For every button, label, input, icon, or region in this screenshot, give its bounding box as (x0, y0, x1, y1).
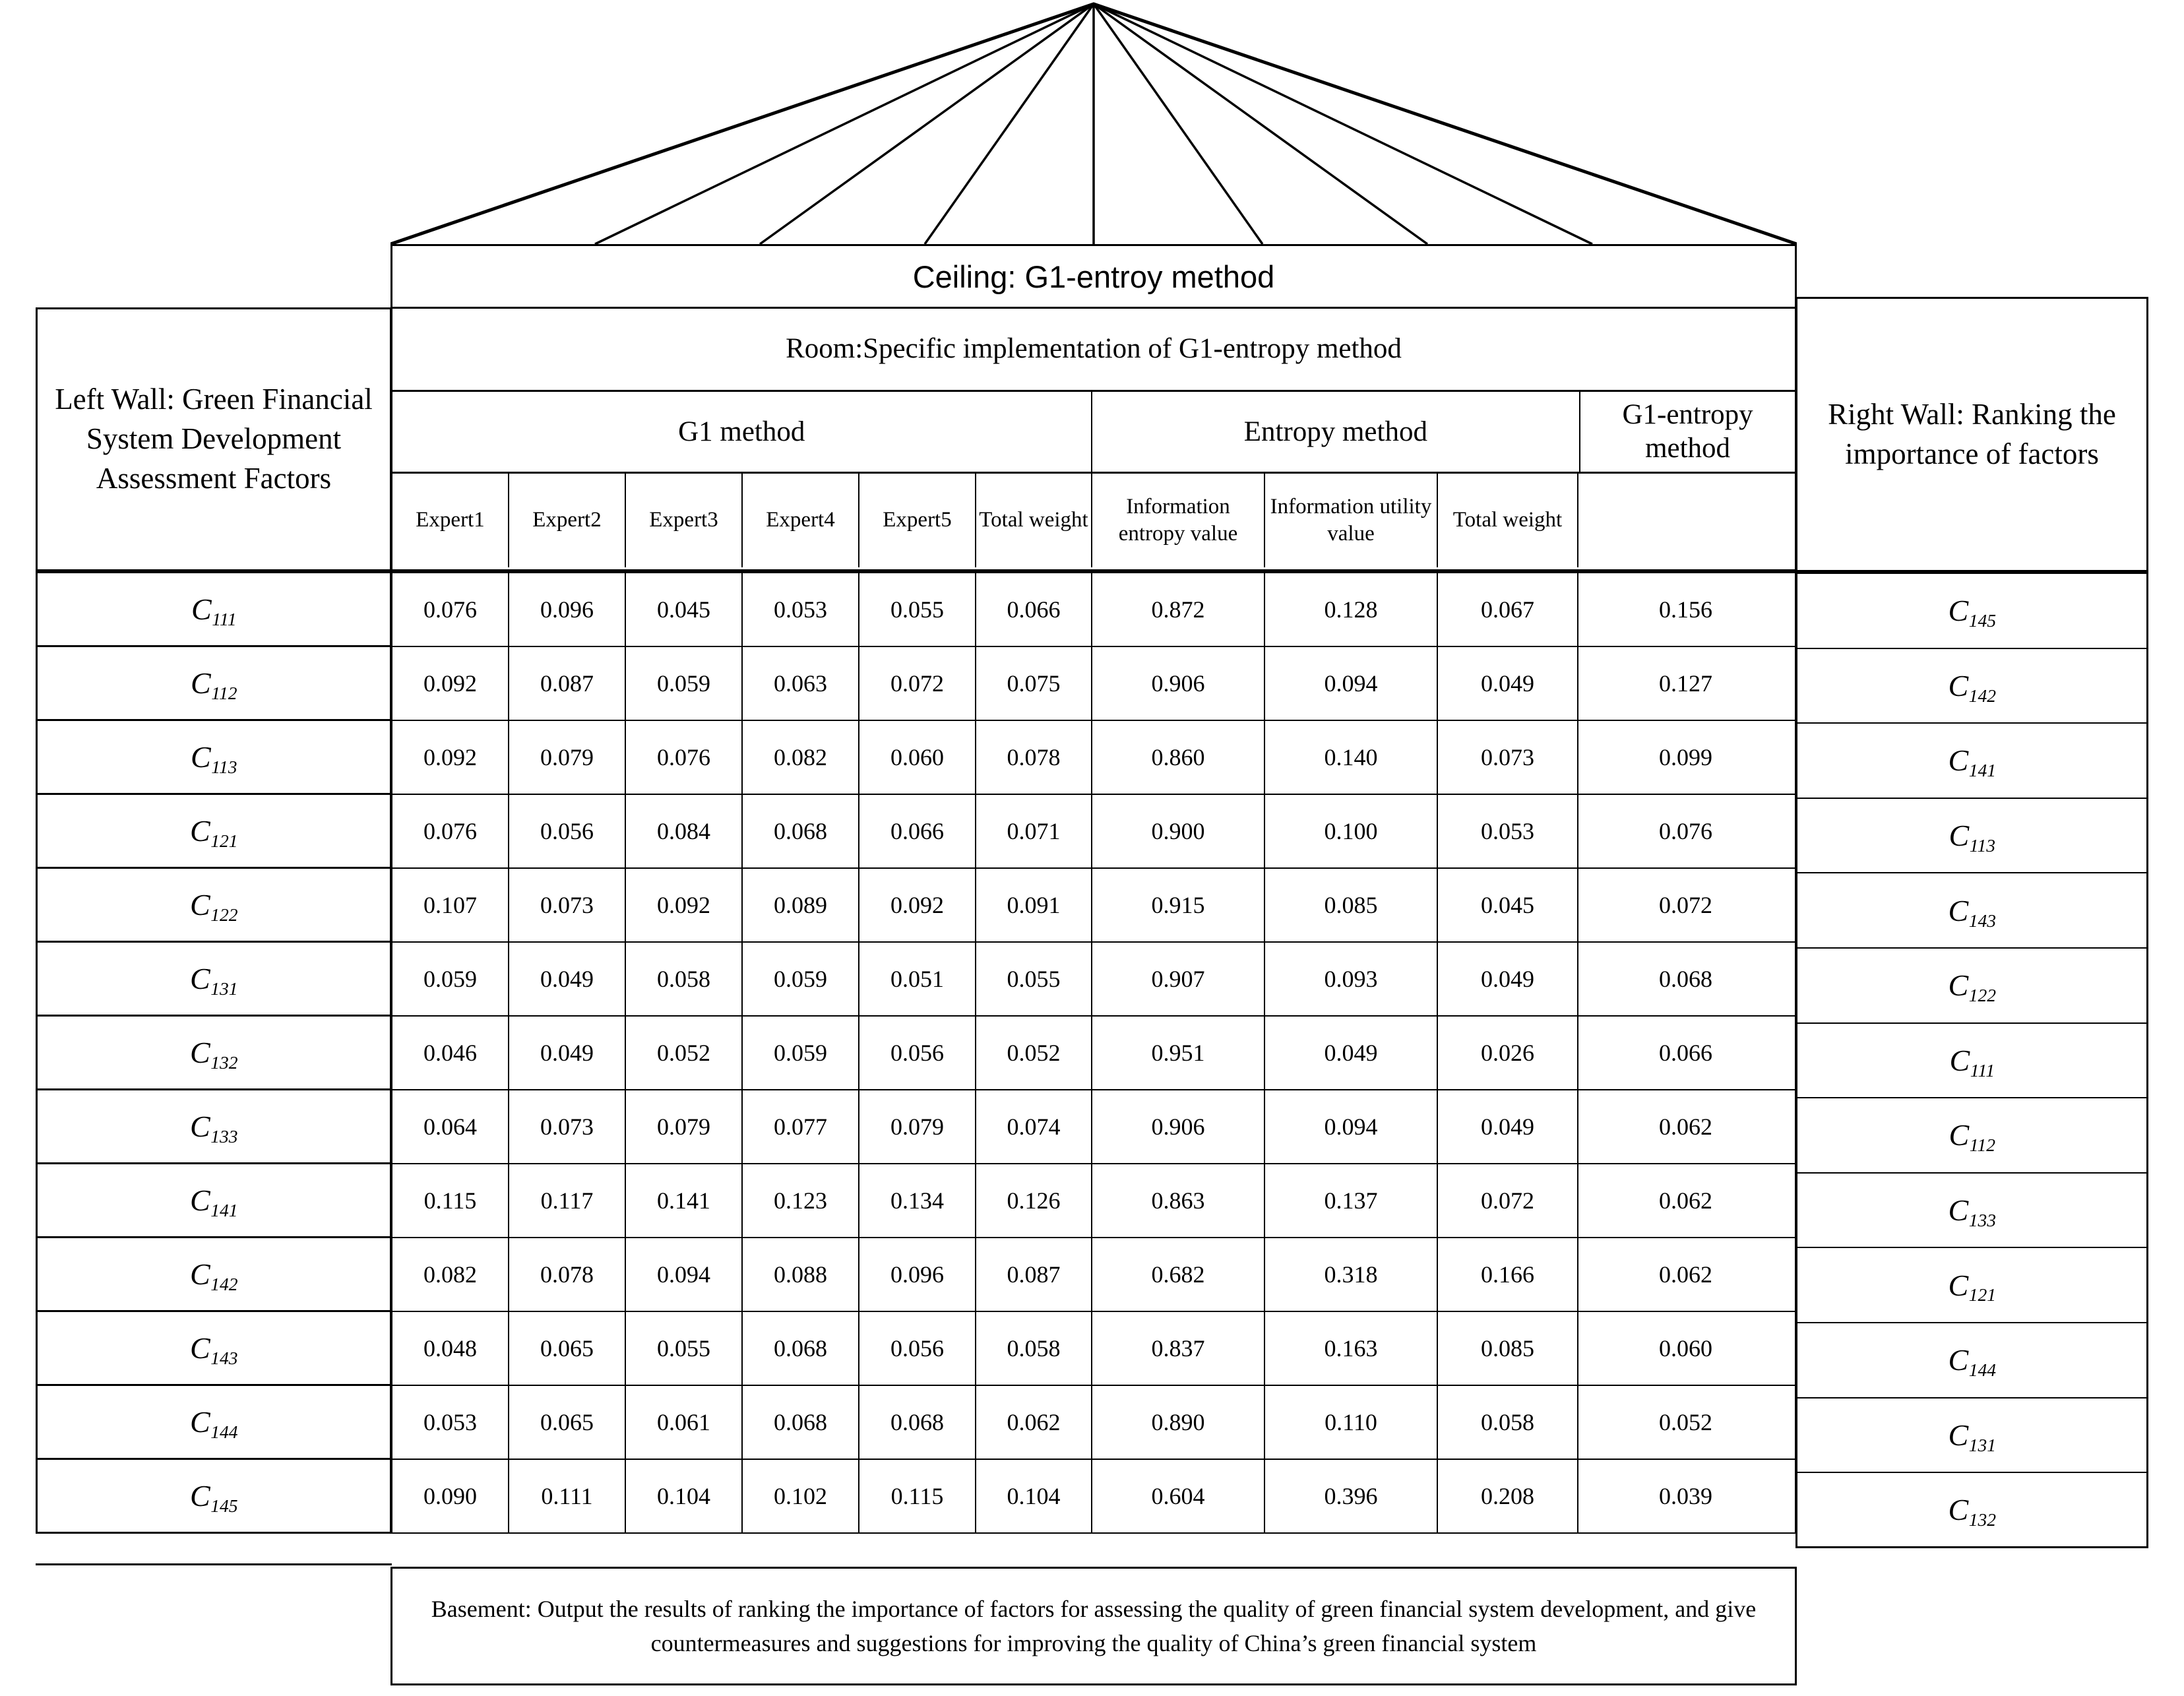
factor-label: $C_{143}$ (189, 1331, 238, 1368)
ranking-cell (1797, 574, 2146, 649)
ranking-cell (1797, 873, 2146, 949)
cell-expert2: 0.049 (509, 943, 626, 1015)
cell-expert4: 0.088 (743, 1238, 859, 1311)
cell-information-entropy-value: 0.915 (1092, 869, 1265, 941)
factor-label: $C_{144}$ (189, 1405, 238, 1442)
cell-information-entropy-value: 0.604 (1092, 1460, 1265, 1532)
data-grid (390, 571, 1797, 1534)
cell-expert2: 0.111 (509, 1460, 626, 1532)
cell-expert1: 0.115 (392, 1164, 509, 1237)
cell-information-entropy-value: 0.837 (1092, 1312, 1265, 1385)
table-row (392, 795, 1795, 869)
column-subheader-row (392, 474, 1795, 567)
cell-expert5: 0.066 (859, 795, 976, 867)
cell-expert1: 0.059 (392, 943, 509, 1015)
column-header-g1-entropy-spacer (1578, 474, 1793, 567)
cell-expert2: 0.087 (509, 647, 626, 720)
cell-g1-entropy-method: 0.062 (1659, 1261, 1712, 1288)
factor-label: $C_{111}$ (191, 592, 237, 629)
cell-expert5: 0.134 (859, 1164, 976, 1237)
factor-cell (38, 1312, 390, 1386)
cell-expert3: 0.092 (626, 869, 743, 941)
factor-label: $C_{144}$ (1948, 1343, 1997, 1381)
factor-label: $C_{145}$ (1948, 594, 1997, 631)
factor-label: $C_{122}$ (189, 888, 238, 925)
factor-label: $C_{141}$ (189, 1183, 238, 1220)
factor-cell (38, 943, 390, 1017)
cell-expert2: 0.078 (509, 1238, 626, 1311)
cell-expert3: 0.055 (626, 1312, 743, 1385)
cell-expert4: 0.068 (743, 795, 859, 867)
cell-expert5: 0.079 (859, 1090, 976, 1163)
factor-cell (38, 721, 390, 795)
cell-expert4: 0.053 (743, 573, 859, 646)
cell-expert4: 0.089 (743, 869, 859, 941)
cell-expert2: 0.079 (509, 721, 626, 794)
right-wall-label: Right Wall: Ranking the importance of factors (1828, 398, 2116, 470)
cell-g1-entropy-method: 0.062 (1659, 1114, 1712, 1140)
cell-expert3: 0.045 (626, 573, 743, 646)
cell-expert5: 0.072 (859, 647, 976, 720)
factor-cell (38, 1090, 390, 1164)
cell-expert1: 0.107 (392, 869, 509, 941)
cell-expert1: 0.090 (392, 1460, 509, 1532)
cell-entropy-total-weight: 0.049 (1438, 647, 1578, 720)
cell-expert3: 0.052 (626, 1017, 743, 1089)
cell-information-entropy-value: 0.860 (1092, 721, 1265, 794)
factor-cell (38, 1238, 390, 1312)
cell-expert2: 0.065 (509, 1312, 626, 1385)
cell-expert2: 0.117 (509, 1164, 626, 1237)
cell-expert3: 0.094 (626, 1238, 743, 1311)
cell-g1-entropy-method: 0.062 (1659, 1187, 1712, 1214)
column-header-g1-total-weight: Total weight (976, 474, 1092, 567)
factor-label: $C_{113}$ (1949, 819, 1996, 856)
factor-label: $C_{145}$ (189, 1479, 238, 1516)
cell-g1-total-weight: 0.066 (976, 573, 1092, 646)
cell-expert3: 0.076 (626, 721, 743, 794)
factor-cell (38, 573, 390, 647)
factor-cell (38, 795, 390, 869)
left-wall-label: Left Wall: Green Financial System Development Assessment Factors (55, 383, 373, 495)
ranking-cell (1797, 949, 2146, 1024)
cell-entropy-total-weight: 0.085 (1438, 1312, 1578, 1385)
cell-g1-total-weight: 0.071 (976, 795, 1092, 867)
cell-expert5: 0.051 (859, 943, 976, 1015)
cell-information-utility-value: 0.128 (1265, 573, 1438, 646)
cell-g1-total-weight: 0.058 (976, 1312, 1092, 1385)
cell-expert2: 0.049 (509, 1017, 626, 1089)
ranking-cell (1797, 1323, 2146, 1398)
table-row (392, 647, 1795, 721)
factor-label: $C_{113}$ (190, 740, 237, 777)
cell-expert1: 0.046 (392, 1017, 509, 1089)
cell-g1-total-weight: 0.074 (976, 1090, 1092, 1163)
factor-label: $C_{142}$ (189, 1257, 238, 1294)
cell-information-entropy-value: 0.682 (1092, 1238, 1265, 1311)
factor-label: $C_{131}$ (1948, 1418, 1997, 1455)
cell-expert2: 0.073 (509, 1090, 626, 1163)
cell-information-utility-value: 0.137 (1265, 1164, 1438, 1237)
ranking-cell (1797, 1098, 2146, 1174)
cell-g1-entropy-method: 0.072 (1659, 892, 1712, 918)
cell-g1-entropy-method: 0.076 (1659, 818, 1712, 844)
cell-expert2: 0.096 (509, 573, 626, 646)
cell-information-entropy-value: 0.906 (1092, 647, 1265, 720)
ranking-cell (1797, 649, 2146, 724)
cell-entropy-total-weight: 0.026 (1438, 1017, 1578, 1089)
cell-expert5: 0.096 (859, 1238, 976, 1311)
factor-label: $C_{112}$ (1949, 1118, 1996, 1156)
cell-expert2: 0.056 (509, 795, 626, 867)
cell-expert1: 0.082 (392, 1238, 509, 1311)
cell-information-utility-value: 0.093 (1265, 943, 1438, 1015)
column-header-expert3: Expert3 (626, 474, 743, 567)
cell-g1-entropy-method: 0.066 (1659, 1040, 1712, 1066)
cell-expert1: 0.076 (392, 573, 509, 646)
column-header-expert5: Expert5 (859, 474, 976, 567)
table-row (392, 943, 1795, 1017)
ceiling-band (390, 244, 1797, 309)
table-row (392, 1386, 1795, 1460)
table-row (392, 869, 1795, 943)
ceiling-label: Ceiling: G1-entroy method (912, 259, 1275, 294)
cell-entropy-total-weight: 0.073 (1438, 721, 1578, 794)
cell-information-utility-value: 0.318 (1265, 1238, 1438, 1311)
cell-expert1: 0.064 (392, 1090, 509, 1163)
cell-expert4: 0.059 (743, 943, 859, 1015)
basement-band (390, 1567, 1797, 1685)
factor-label: $C_{133}$ (1948, 1193, 1997, 1230)
cell-g1-total-weight: 0.075 (976, 647, 1092, 720)
cell-g1-total-weight: 0.087 (976, 1238, 1092, 1311)
ranking-column (1795, 572, 2148, 1548)
cell-information-utility-value: 0.163 (1265, 1312, 1438, 1385)
cell-entropy-total-weight: 0.049 (1438, 1090, 1578, 1163)
column-header-expert2: Expert2 (509, 474, 626, 567)
cell-expert3: 0.084 (626, 795, 743, 867)
cell-expert3: 0.061 (626, 1386, 743, 1459)
column-header-expert4: Expert4 (743, 474, 859, 567)
ranking-cell (1797, 1248, 2146, 1323)
factor-label: $C_{132}$ (1948, 1492, 1997, 1530)
cell-expert3: 0.058 (626, 943, 743, 1015)
cell-expert5: 0.056 (859, 1017, 976, 1089)
cell-g1-entropy-method: 0.127 (1659, 670, 1712, 697)
cell-expert3: 0.059 (626, 647, 743, 720)
cell-entropy-total-weight: 0.166 (1438, 1238, 1578, 1311)
cell-information-entropy-value: 0.906 (1092, 1090, 1265, 1163)
table-row (392, 573, 1795, 647)
factor-label: $C_{142}$ (1948, 668, 1997, 706)
factor-cell (38, 869, 390, 943)
method-group-header-row (392, 392, 1795, 474)
basement-label: Basement: Output the results of ranking the importance of factors for assessing the quality of green financial system development, and give countermeasures and suggestions for improving the quality of China’s green financial system (431, 1595, 1757, 1656)
factor-label: $C_{141}$ (1948, 743, 1997, 781)
cell-information-utility-value: 0.396 (1265, 1460, 1438, 1532)
cell-g1-total-weight: 0.104 (976, 1460, 1092, 1532)
ranking-cell (1797, 1174, 2146, 1249)
right-wall-header (1795, 297, 2148, 572)
factor-label: $C_{143}$ (1948, 893, 1997, 931)
cell-g1-total-weight: 0.126 (976, 1164, 1092, 1237)
cell-entropy-total-weight: 0.058 (1438, 1386, 1578, 1459)
room-title: Room:Specific implementation of G1-entropy method (392, 307, 1795, 392)
cell-expert3: 0.079 (626, 1090, 743, 1163)
table-row (392, 1017, 1795, 1090)
ranking-cell (1797, 1398, 2146, 1474)
ranking-cell (1797, 1473, 2146, 1548)
table-row (392, 1312, 1795, 1386)
left-wall-header (36, 307, 392, 571)
cell-g1-entropy-method: 0.099 (1659, 744, 1712, 770)
cell-expert1: 0.092 (392, 647, 509, 720)
cell-entropy-total-weight: 0.049 (1438, 943, 1578, 1015)
cell-expert4: 0.082 (743, 721, 859, 794)
cell-g1-entropy-method: 0.052 (1659, 1409, 1712, 1435)
table-row (392, 1164, 1795, 1238)
factor-label: $C_{132}$ (189, 1036, 238, 1073)
cell-information-utility-value: 0.110 (1265, 1386, 1438, 1459)
cell-expert1: 0.048 (392, 1312, 509, 1385)
cell-information-entropy-value: 0.890 (1092, 1386, 1265, 1459)
method-group-g1-entropy: G1-entropy method (1622, 398, 1753, 464)
cell-entropy-total-weight: 0.067 (1438, 573, 1578, 646)
cell-g1-total-weight: 0.052 (976, 1017, 1092, 1089)
room-header-block (390, 307, 1797, 571)
factor-cell (38, 1386, 390, 1460)
cell-expert5: 0.055 (859, 573, 976, 646)
cell-information-entropy-value: 0.907 (1092, 943, 1265, 1015)
factor-label: $C_{121}$ (189, 814, 238, 851)
cell-expert4: 0.123 (743, 1164, 859, 1237)
cell-g1-total-weight: 0.062 (976, 1386, 1092, 1459)
cell-information-entropy-value: 0.872 (1092, 573, 1265, 646)
cell-expert5: 0.092 (859, 869, 976, 941)
cell-g1-entropy-method: 0.068 (1659, 966, 1712, 992)
cell-information-entropy-value: 0.951 (1092, 1017, 1265, 1089)
cell-expert5: 0.068 (859, 1386, 976, 1459)
roof-shape (390, 0, 1797, 247)
cell-expert4: 0.068 (743, 1312, 859, 1385)
cell-expert4: 0.102 (743, 1460, 859, 1532)
factor-cell (38, 647, 390, 721)
cell-g1-total-weight: 0.055 (976, 943, 1092, 1015)
cell-expert3: 0.141 (626, 1164, 743, 1237)
factor-cell (38, 1460, 390, 1534)
cell-g1-entropy-method: 0.039 (1659, 1483, 1712, 1509)
cell-g1-entropy-method: 0.156 (1659, 596, 1712, 623)
cell-expert5: 0.115 (859, 1460, 976, 1532)
table-row (392, 1238, 1795, 1312)
cell-information-entropy-value: 0.900 (1092, 795, 1265, 867)
cell-expert1: 0.053 (392, 1386, 509, 1459)
factor-label: $C_{112}$ (190, 666, 237, 703)
ranking-cell (1797, 799, 2146, 874)
cell-information-utility-value: 0.085 (1265, 869, 1438, 941)
cell-expert3: 0.104 (626, 1460, 743, 1532)
cell-expert4: 0.063 (743, 647, 859, 720)
cell-expert4: 0.077 (743, 1090, 859, 1163)
column-header-information-entropy-value: Information entropy value (1092, 474, 1265, 567)
cell-information-utility-value: 0.140 (1265, 721, 1438, 794)
factor-cell (38, 1164, 390, 1238)
cell-expert4: 0.059 (743, 1017, 859, 1089)
cell-expert2: 0.065 (509, 1386, 626, 1459)
table-row (392, 1460, 1795, 1534)
cell-entropy-total-weight: 0.208 (1438, 1460, 1578, 1532)
cell-entropy-total-weight: 0.053 (1438, 795, 1578, 867)
method-group-entropy: Entropy method (1092, 392, 1581, 472)
table-row (392, 721, 1795, 795)
factor-label: $C_{111}$ (1949, 1043, 1995, 1081)
cell-information-entropy-value: 0.863 (1092, 1164, 1265, 1237)
ranking-cell (1797, 724, 2146, 799)
cell-information-utility-value: 0.094 (1265, 1090, 1438, 1163)
column-header-entropy-total-weight: Total weight (1438, 474, 1578, 567)
factor-label: $C_{121}$ (1948, 1268, 1997, 1305)
left-wall-bottom-rule (36, 1563, 392, 1565)
cell-expert5: 0.060 (859, 721, 976, 794)
cell-expert1: 0.076 (392, 795, 509, 867)
cell-expert4: 0.068 (743, 1386, 859, 1459)
cell-expert2: 0.073 (509, 869, 626, 941)
column-header-information-utility-value: Information utility value (1265, 474, 1438, 567)
cell-expert1: 0.092 (392, 721, 509, 794)
cell-g1-entropy-method: 0.060 (1659, 1335, 1712, 1362)
cell-information-utility-value: 0.049 (1265, 1017, 1438, 1089)
ranking-cell (1797, 1024, 2146, 1099)
column-header-expert1: Expert1 (392, 474, 509, 567)
factor-label: $C_{122}$ (1948, 968, 1997, 1006)
cell-information-utility-value: 0.100 (1265, 795, 1438, 867)
cell-expert5: 0.056 (859, 1312, 976, 1385)
cell-g1-total-weight: 0.078 (976, 721, 1092, 794)
method-group-g1: G1 method (392, 392, 1092, 472)
factor-label: $C_{133}$ (189, 1110, 238, 1146)
cell-entropy-total-weight: 0.072 (1438, 1164, 1578, 1237)
factor-column (36, 571, 392, 1534)
table-row (392, 1090, 1795, 1164)
factor-cell (38, 1017, 390, 1090)
factor-label: $C_{131}$ (189, 962, 238, 999)
cell-entropy-total-weight: 0.045 (1438, 869, 1578, 941)
cell-information-utility-value: 0.094 (1265, 647, 1438, 720)
cell-g1-total-weight: 0.091 (976, 869, 1092, 941)
